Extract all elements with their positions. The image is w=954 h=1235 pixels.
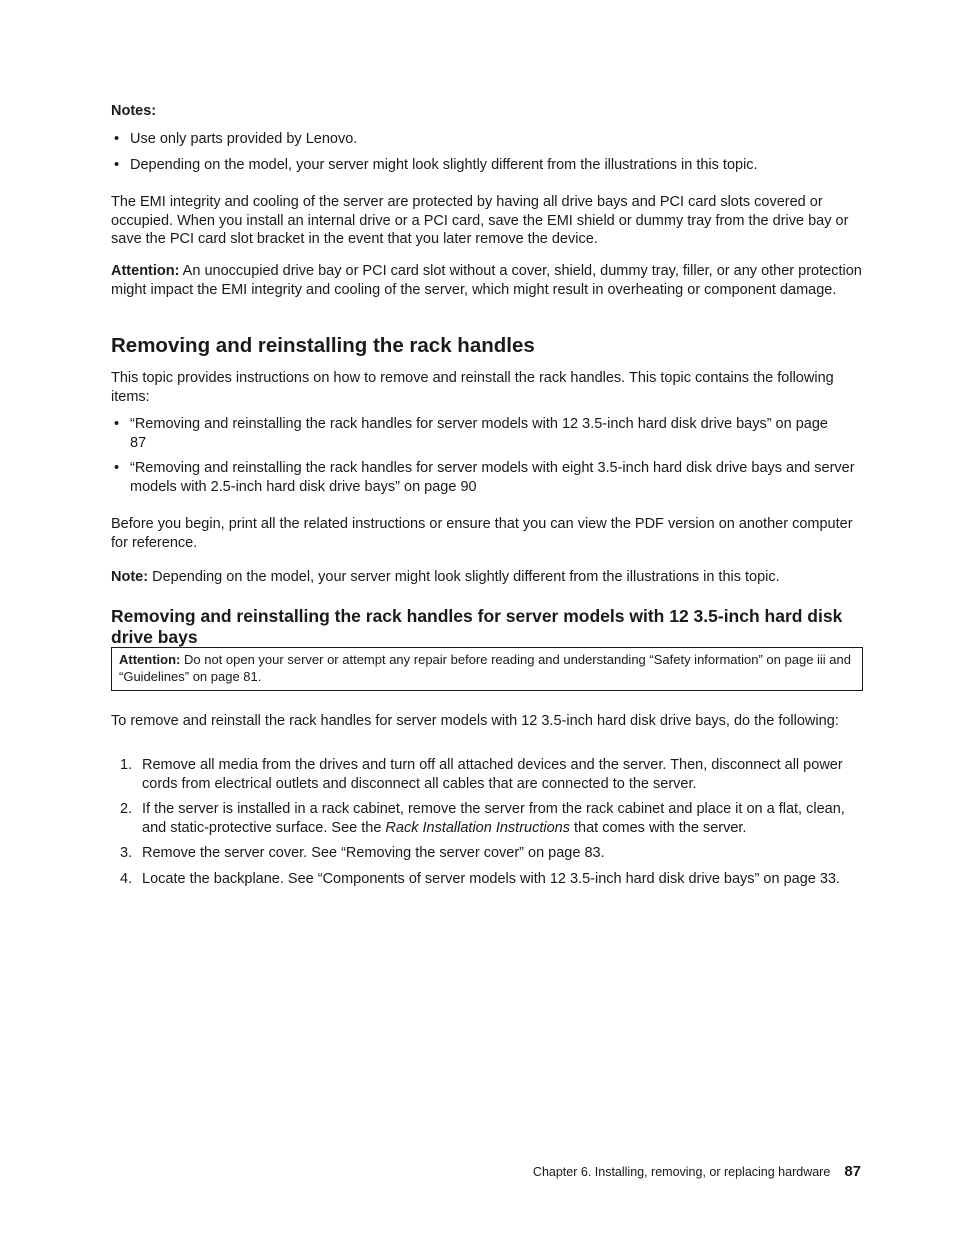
attention-label: Attention: bbox=[111, 263, 180, 279]
notes-title: Notes: bbox=[111, 103, 157, 119]
attention-box bbox=[111, 647, 863, 691]
before-paragraph: Before you begin, print all the related instructions or ensure that you can view the PDF version on another computer for reference. bbox=[111, 516, 853, 551]
step-text-italic: Rack Installation Instructions bbox=[385, 819, 570, 836]
steps-list bbox=[111, 756, 863, 888]
section-intro: This topic provides instructions on how to remove and reinstall the rack handles. This topic contains the following items: bbox=[111, 370, 834, 405]
step-text: that comes with the server. bbox=[569, 819, 747, 836]
link-rack-handles-eight-bays[interactable]: “Removing and reinstalling the rack handles for server models with eight 3.5-inch hard disk drive bays and server models with 2.5-inch hard disk drive bays” on page 90 bbox=[130, 460, 855, 495]
step-number: 4. bbox=[120, 870, 133, 887]
attention-text: An unoccupied drive bay or PCI card slot without a cover, shield, dummy tray, filler, or any other protection might impact the EMI integrity and cooling of the server, which might result in overheating or component damage. bbox=[111, 263, 862, 298]
list-item: • Use only parts provided by Lenovo. bbox=[114, 131, 358, 147]
list-item: • Depending on the model, your server might look slightly different from the illustrations in this topic. bbox=[114, 156, 758, 173]
step-text: Remove all media from the drives and turn off all attached devices and the server. Then, disconnect all power cords from electrical outlets and disconnect all cables that are connected to the server. bbox=[142, 757, 843, 792]
attention-box-label: Attention: bbox=[119, 652, 181, 667]
bullet-icon: • bbox=[114, 416, 120, 432]
list-item bbox=[111, 459, 863, 496]
notes-list bbox=[111, 130, 863, 174]
step-number: 2. bbox=[120, 801, 133, 817]
attention-box-text: Do not open your server or attempt any repair before reading and understanding “Safety information” on page iii and “Guidelines” on page 81. bbox=[119, 652, 851, 684]
step-number: 3. bbox=[120, 845, 133, 861]
page-footer bbox=[533, 1163, 861, 1180]
step-item bbox=[111, 844, 863, 863]
step-item bbox=[111, 756, 863, 793]
step-number: 1. bbox=[120, 757, 133, 773]
section-heading: Removing and reinstalling the rack handles bbox=[111, 334, 535, 357]
attention-paragraph bbox=[111, 262, 863, 299]
bullet-icon: • bbox=[114, 460, 120, 476]
link-rack-handles-12-bays[interactable]: “Removing and reinstalling the rack handles for server models with 12 3.5-inch hard disk drive bays” on page 87 bbox=[130, 416, 828, 451]
list-item bbox=[111, 415, 863, 452]
step-text: Remove the server cover. See “Removing the server cover” on page 83. bbox=[142, 845, 605, 861]
bullet-icon: • bbox=[114, 156, 120, 173]
step-item bbox=[111, 800, 863, 837]
step-text: Locate the backplane. See “Components of server models with 12 3.5-inch hard disk drive bays” on page 33. bbox=[142, 870, 841, 887]
step-text: If the server is installed in a rack cabinet, remove the server from the rack cabinet and place it on a flat, clean, and static-protective surface. See the bbox=[142, 801, 845, 836]
note-label: Note: bbox=[111, 569, 149, 585]
page-number: 87 bbox=[844, 1163, 861, 1180]
emi-paragraph: The EMI integrity and cooling of the server are protected by having all drive bays and PCI card slots covered or occupied. When you install an internal drive or a PCI card, save the EMI shield or dummy tray from the drive bay or save the PCI card slot bracket in the event that you later remove the device. bbox=[111, 194, 849, 247]
footer-chapter: Chapter 6. Installing, removing, or replacing hardware bbox=[532, 1165, 831, 1179]
note-paragraph bbox=[111, 568, 863, 587]
subsection-heading: Removing and reinstalling the rack handles for server models with 12 3.5-inch hard disk drive bays bbox=[111, 606, 843, 647]
step-item bbox=[111, 870, 863, 889]
bullet-icon: • bbox=[114, 131, 120, 147]
section-items-list bbox=[111, 415, 863, 496]
note-text: Depending on the model, your server might look slightly different from the illustrations in this topic. bbox=[148, 569, 780, 585]
subsection-intro: To remove and reinstall the rack handles for server models with 12 3.5-inch hard disk drive bays, do the following: bbox=[111, 713, 839, 729]
